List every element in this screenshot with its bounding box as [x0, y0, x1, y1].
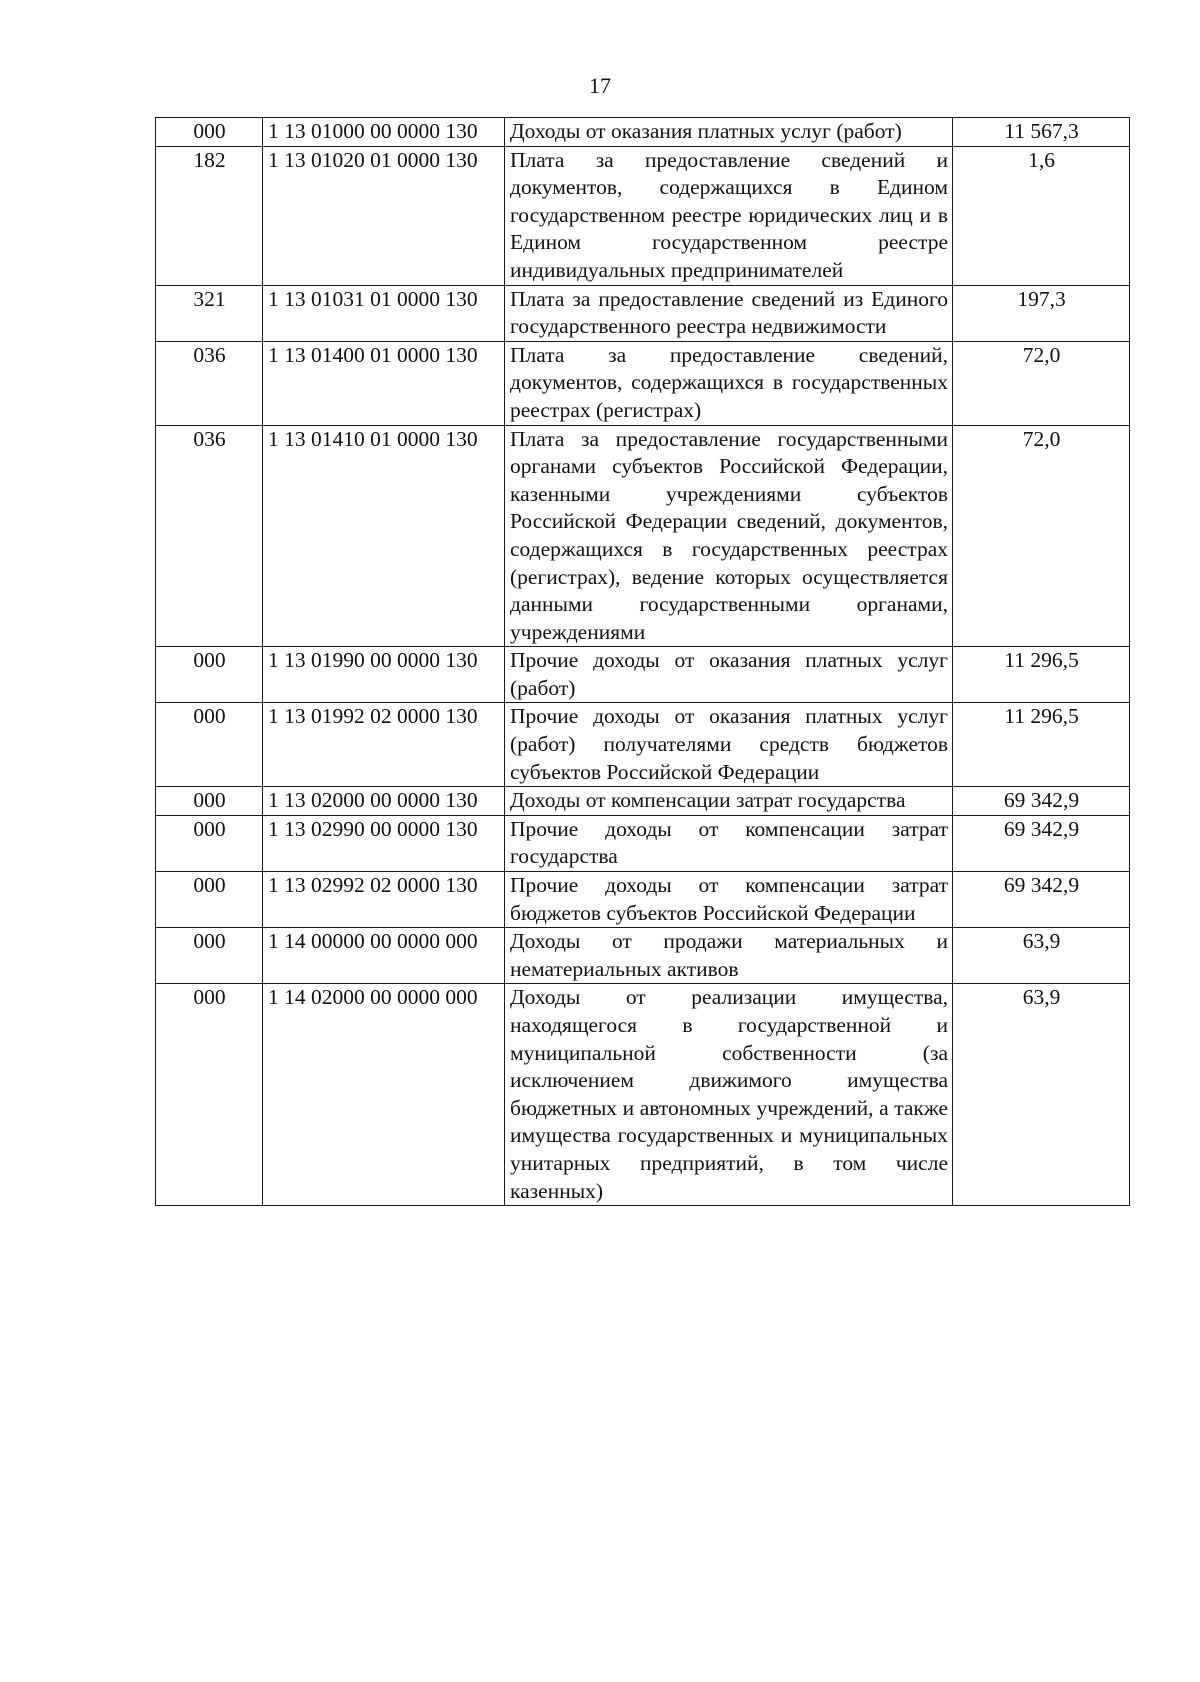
- admin-code-cell: 036: [156, 341, 263, 425]
- classification-code-cell: 1 13 01000 00 0000 130: [263, 118, 505, 147]
- admin-code-cell: 000: [156, 984, 263, 1206]
- admin-code-cell: 000: [156, 703, 263, 787]
- amount-cell: 63,9: [953, 928, 1130, 984]
- amount-cell: 11 296,5: [953, 703, 1130, 787]
- revenue-name-cell: Плата за предоставление сведений из Единого государственного реестра недвижимости: [505, 285, 953, 341]
- amount-cell: 1,6: [953, 146, 1130, 285]
- classification-code-cell: 1 13 01400 01 0000 130: [263, 341, 505, 425]
- admin-code-cell: 000: [156, 787, 263, 816]
- classification-code-cell: 1 13 01410 01 0000 130: [263, 425, 505, 647]
- amount-cell: 69 342,9: [953, 872, 1130, 928]
- table-row: [156, 787, 1130, 816]
- revenue-name-cell: Плата за предоставление сведений и документов, содержащихся в Едином государственном реестре юридических лиц и в Едином государственном реестре индивидуальных предпринимателей: [505, 146, 953, 285]
- amount-cell: 72,0: [953, 425, 1130, 647]
- revenue-name-cell: Доходы от оказания платных услуг (работ): [505, 118, 953, 147]
- revenue-name-cell: Доходы от компенсации затрат государства: [505, 787, 953, 816]
- revenue-name-cell: Доходы от продажи материальных и нематериальных активов: [505, 928, 953, 984]
- amount-cell: 197,3: [953, 285, 1130, 341]
- classification-code-cell: 1 13 01031 01 0000 130: [263, 285, 505, 341]
- admin-code-cell: 036: [156, 425, 263, 647]
- table-row: [156, 118, 1130, 147]
- admin-code-cell: 000: [156, 118, 263, 147]
- table-row: [156, 928, 1130, 984]
- admin-code-cell: 321: [156, 285, 263, 341]
- classification-code-cell: 1 14 02000 00 0000 000: [263, 984, 505, 1206]
- classification-code-cell: 1 13 01992 02 0000 130: [263, 703, 505, 787]
- amount-cell: 72,0: [953, 341, 1130, 425]
- admin-code-cell: 000: [156, 815, 263, 871]
- table-body: [156, 118, 1130, 1206]
- table-row: [156, 285, 1130, 341]
- admin-code-cell: 000: [156, 647, 263, 703]
- table-row: [156, 146, 1130, 285]
- revenue-name-cell: Плата за предоставление сведений, документов, содержащихся в государственных реестрах (регистрах): [505, 341, 953, 425]
- classification-code-cell: 1 13 01990 00 0000 130: [263, 647, 505, 703]
- classification-code-cell: 1 13 01020 01 0000 130: [263, 146, 505, 285]
- table-row: [156, 815, 1130, 871]
- page-number: 17: [589, 73, 611, 98]
- budget-revenue-table: [155, 117, 1130, 1206]
- table-row: [156, 341, 1130, 425]
- revenue-name-cell: Плата за предоставление государственными органами субъектов Российской Федерации, казенными учреждениями субъектов Российской Федерации сведений, документов, содержащихся в государственных реестрах (регистрах), ведение которых осуществляется данными государственными органами, учреждениями: [505, 425, 953, 647]
- classification-code-cell: 1 13 02000 00 0000 130: [263, 787, 505, 816]
- table-row: [156, 647, 1130, 703]
- classification-code-cell: 1 14 00000 00 0000 000: [263, 928, 505, 984]
- amount-cell: 69 342,9: [953, 815, 1130, 871]
- admin-code-cell: 182: [156, 146, 263, 285]
- revenue-name-cell: Доходы от реализации имущества, находящегося в государственной и муниципальной собственности (за исключением движимого имущества бюджетных и автономных учреждений, а также имущества государственных и муниципальных унитарных предприятий, в том числе казенных): [505, 984, 953, 1206]
- amount-cell: 63,9: [953, 984, 1130, 1206]
- revenue-name-cell: Прочие доходы от оказания платных услуг (работ) получателями средств бюджетов субъектов Российской Федерации: [505, 703, 953, 787]
- classification-code-cell: 1 13 02990 00 0000 130: [263, 815, 505, 871]
- table-row: [156, 872, 1130, 928]
- revenue-name-cell: Прочие доходы от компенсации затрат государства: [505, 815, 953, 871]
- table-row: [156, 425, 1130, 647]
- revenue-name-cell: Прочие доходы от оказания платных услуг (работ): [505, 647, 953, 703]
- amount-cell: 69 342,9: [953, 787, 1130, 816]
- table-row: [156, 703, 1130, 787]
- revenue-name-cell: Прочие доходы от компенсации затрат бюджетов субъектов Российской Федерации: [505, 872, 953, 928]
- table-row: [156, 984, 1130, 1206]
- classification-code-cell: 1 13 02992 02 0000 130: [263, 872, 505, 928]
- amount-cell: 11 567,3: [953, 118, 1130, 147]
- admin-code-cell: 000: [156, 872, 263, 928]
- amount-cell: 11 296,5: [953, 647, 1130, 703]
- admin-code-cell: 000: [156, 928, 263, 984]
